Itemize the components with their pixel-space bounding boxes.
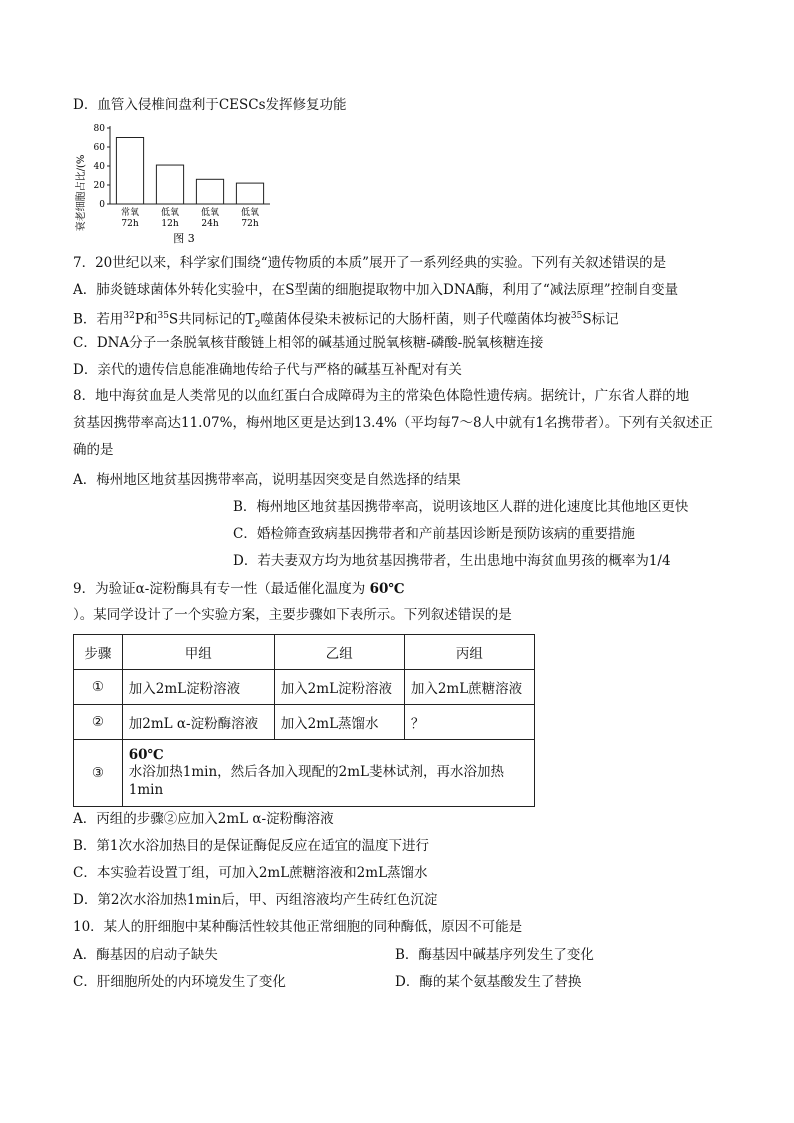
chart-bar (236, 183, 263, 204)
chart-x-tick-label: 24h (201, 219, 219, 229)
question-7-stem: 7．20世纪以来，科学家们围绕“遗传物质的本质”展开了一系列经典的实验。下列有关叙述错误的是 (73, 255, 667, 271)
chart-y-tick-label: 40 (93, 162, 105, 172)
table-cell: ③ (74, 740, 123, 807)
question-10-option-c: C．肝细胞所处的内环境发生了变化 (73, 974, 286, 990)
table-cell: ？ (404, 705, 534, 740)
question-9-option-b: B．第1次水浴加热目的是保证酶促反应在适宜的温度下进行 (73, 838, 430, 854)
table-cell-merged (122, 740, 534, 807)
question-9-option-a: A．丙组的步骤②应加入2mL α-淀粉酶溶液 (73, 811, 334, 827)
chart-x-tick-label: 低氧 (240, 208, 260, 218)
chart-x-tick-label: 12h (161, 219, 179, 229)
question-9-option-d: D．第2次水浴加热1min后，甲、丙组溶液均产生砖红色沉淀 (73, 892, 438, 908)
step-3-text: 水浴加热1min，然后各加入现配的2mL斐林试剂，再水浴加热1min (128, 764, 505, 798)
chart-y-tick-label: 60 (93, 143, 105, 153)
table-header-cell: 丙组 (404, 635, 534, 670)
table-header-cell: 乙组 (274, 635, 404, 670)
table-header-row (74, 635, 535, 670)
question-7-option-a: A．肺炎链球菌体外转化实验中，在S型菌的细胞提取物中加入DNA酶，利用了“减法原理”控制自变量 (73, 282, 679, 298)
experiment-steps-table (73, 634, 535, 807)
table-row (74, 705, 535, 740)
table-header-cell: 步骤 (74, 635, 123, 670)
chart-bar (156, 165, 183, 204)
question-8-option-d: D．若夫妻双方均为地贫基因携带者，生出患地中海贫血男孩的概率为1/4 (233, 553, 671, 569)
senescent-cell-bar-chart (70, 118, 280, 248)
question-9-option-c: C．本实验若设置丁组，可加入2mL蔗糖溶液和2mL蒸馏水 (73, 865, 428, 881)
chart-y-tick-label: 80 (93, 124, 105, 134)
question-9-stem-line-2: ）。某同学设计了一个实验方案，主要步骤如下表所示。下列叙述错误的是 (73, 607, 512, 623)
table-row (74, 740, 535, 807)
table-cell: 加入2mL蔗糖溶液 (404, 670, 534, 705)
question-7-option-c: C．DNA分子一条脱氧核苷酸链上相邻的碱基通过脱氧核糖-磷酸-脱氧核糖连接 (73, 335, 544, 351)
table-cell: 加2mL α-淀粉酶溶液 (122, 705, 274, 740)
table-cell: ① (74, 670, 123, 705)
question-10-option-a: A．酶基因的启动子缺失 (73, 947, 218, 963)
table-cell: 加入2mL蒸馏水 (274, 705, 404, 740)
table-cell: ② (74, 705, 123, 740)
question-8-option-b: B．梅州地区地贫基因携带率高，说明该地区人群的进化速度比其他地区更快 (233, 499, 689, 515)
question-9-stem-line-1: 9．为验证α-淀粉酶具有专一性（最适催化温度为 60℃ (73, 581, 405, 597)
question-8-stem-line-1: 8．地中海贫血是人类常见的以血红蛋白合成障碍为主的常染色体隐性遗传病。据统计，广东省人群的地 (73, 388, 690, 404)
question-8-stem-line-2: 贫基因携带率高达11.07%，梅州地区更是达到13.4%（平均每7～8人中就有1名携带者）。下列有关叙述正 (73, 415, 713, 431)
chart-caption: 图 3 (173, 232, 195, 245)
chart-x-tick-label: 常氧 (120, 208, 140, 218)
chart-x-tick-label: 低氧 (200, 208, 220, 218)
question-10-option-d: D．酶的某个氨基酸发生了替换 (395, 974, 582, 990)
question-8-stem-line-3: 确的是 (73, 442, 114, 458)
question-10-option-b: B．酶基因中碱基序列发生了变化 (395, 947, 594, 963)
chart-x-tick-label: 72h (241, 219, 259, 229)
chart-bar (196, 179, 223, 204)
question-8-option-c: C．婚检筛查致病基因携带者和产前基因诊断是预防该病的重要措施 (233, 526, 635, 542)
question-7-option-d: D．亲代的遗传信息能准确地传给子代与严格的碱基互补配对有关 (73, 362, 462, 378)
option-d-prev: D．血管入侵椎间盘利于CESCs发挥修复功能 (73, 97, 347, 113)
table-cell: 加入2mL淀粉溶液 (122, 670, 274, 705)
chart-y-tick-label: 20 (93, 181, 105, 191)
question-7-option-b: B．若用$^{32}$P和$^{35}$S共同标记的$T_2$噬菌体侵染未被标记的大肠杆菌，则子代噬菌体均被$^{35}$S标记 (73, 311, 619, 331)
question-10-stem: 10．某人的肝细胞中某种酶活性较其他正常细胞的同种酶低，原因不可能是 (73, 919, 523, 935)
chart-y-axis-label: 衰老细胞占比/(% (76, 154, 87, 232)
table-row (74, 670, 535, 705)
step-3-temperature: 60℃ (128, 747, 164, 763)
chart-x-tick-label: 低氧 (160, 208, 180, 218)
question-8-option-a: A．梅州地区地贫基因携带率高，说明基因突变是自然选择的结果 (73, 472, 461, 488)
table-header-cell: 甲组 (122, 635, 274, 670)
chart-y-tick-label: 0 (99, 200, 105, 210)
chart-bar (116, 138, 143, 205)
table-cell: 加入2mL淀粉溶液 (274, 670, 404, 705)
chart-x-tick-label: 72h (121, 219, 139, 229)
